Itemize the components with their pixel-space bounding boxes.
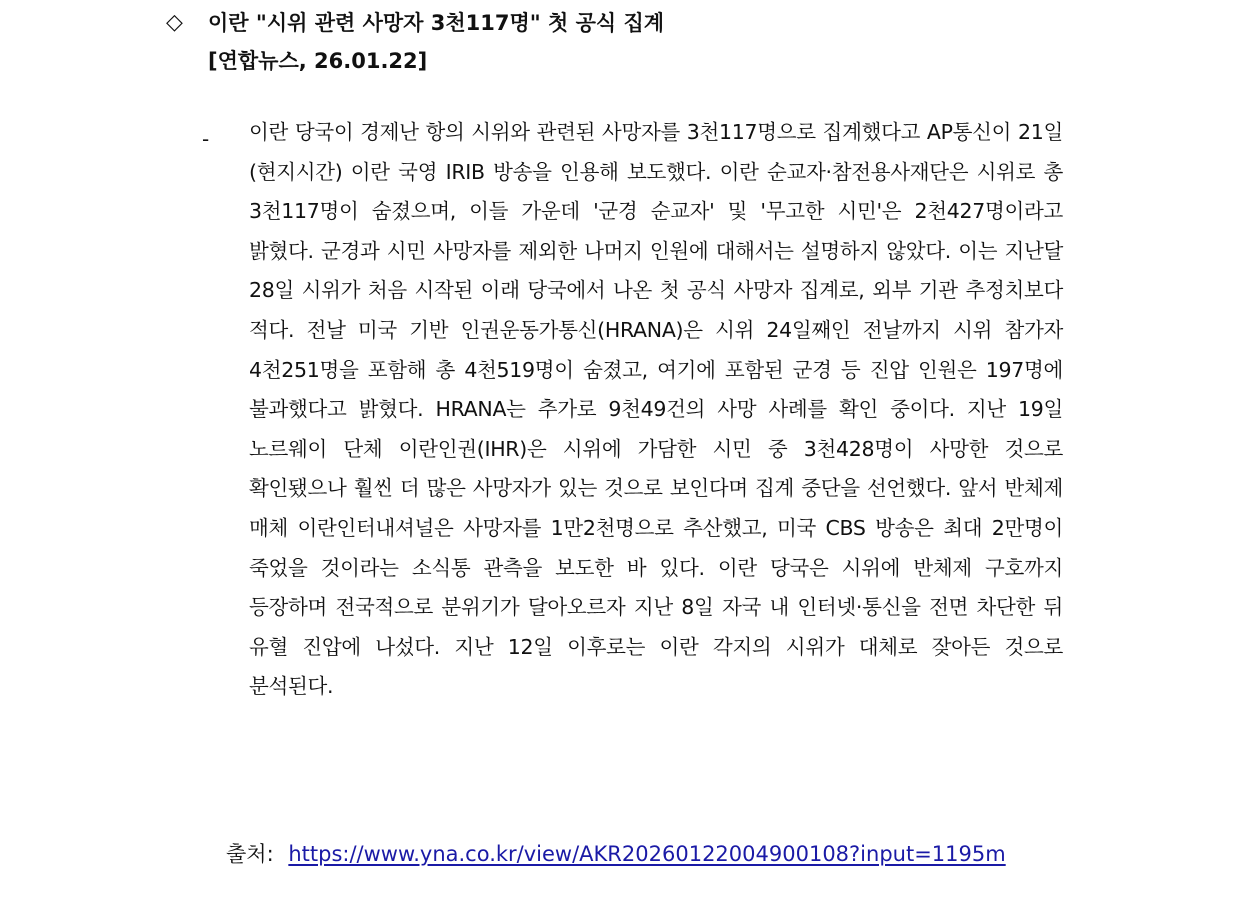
article-title: 이란 "시위 관련 사망자 3천117명" 첫 공식 집계: [208, 11, 665, 35]
source-link[interactable]: https://www.yna.co.kr/view/AKR20260122004900108?input=1195m: [288, 842, 1006, 866]
list-dash: -: [202, 127, 210, 151]
article-source: [연합뉴스, 26.01.22]: [208, 49, 428, 73]
title-row: [166, 6, 1166, 40]
article-heading: [166, 6, 1166, 40]
diamond-bullet-icon: ◇: [166, 10, 183, 35]
source-footer: [226, 836, 1006, 872]
footer-label: 출처:: [226, 842, 274, 866]
article-body: 이란 당국이 경제난 항의 시위와 관련된 사망자를 3천117명으로 집계했다고 AP통신이 21일(현지시간) 이란 국영 IRIB 방송을 인용해 보도했다. 이란 순교자·참전용사재단은 시위로 총 3천117명이 숨졌으며, 이들 가운데 '군경 순교자' 및 '무고한 시민'은 2천427명이라고 밝혔다. 군경과 시민 사망자를 제외한 나머지 인원에 대해서는 설명하지 않았다. 이는 지난달 28일 시위가 처음 시작된 이래 당국에서 나온 첫 공식 사망자 집계로, 외부 기관 추정치보다 적다. 전날 미국 기반 인권운동가통신(HRANA)은 시위 24일째인 전날까지 시위 참가자 4천251명을 포함해 총 4천519명이 숨졌고, 여기에 포함된 군경 등 진압 인원은 197명에 불과했다고 밝혔다. HRANA는 추가로 9천49건의 사망 사례를 확인 중이다. 지난 19일 노르웨이 단체 이란인권(IHR)은 시위에 가담한 시민 중 3천428명이 사망한 것으로 확인됐으나 훨씬 더 많은 사망자가 있는 것으로 보인다며 집계 중단을 선언했다. 앞서 반체제 매체 이란인터내셔널은 사망자를 1만2천명으로 추산했고, 미국 CBS 방송은 최대 2만명이 죽었을 것이라는 소식통 관측을 보도한 바 있다. 이란 당국은 시위에 반체제 구호까지 등장하며 전국적으로 분위기가 달아오르자 지난 8일 자국 내 인터넷·통신을 전면 차단한 뒤 유혈 진압에 나섰다. 지난 12일 이후로는 이란 각지의 시위가 대체로 잦아든 것으로 분석된다.: [249, 120, 1063, 699]
